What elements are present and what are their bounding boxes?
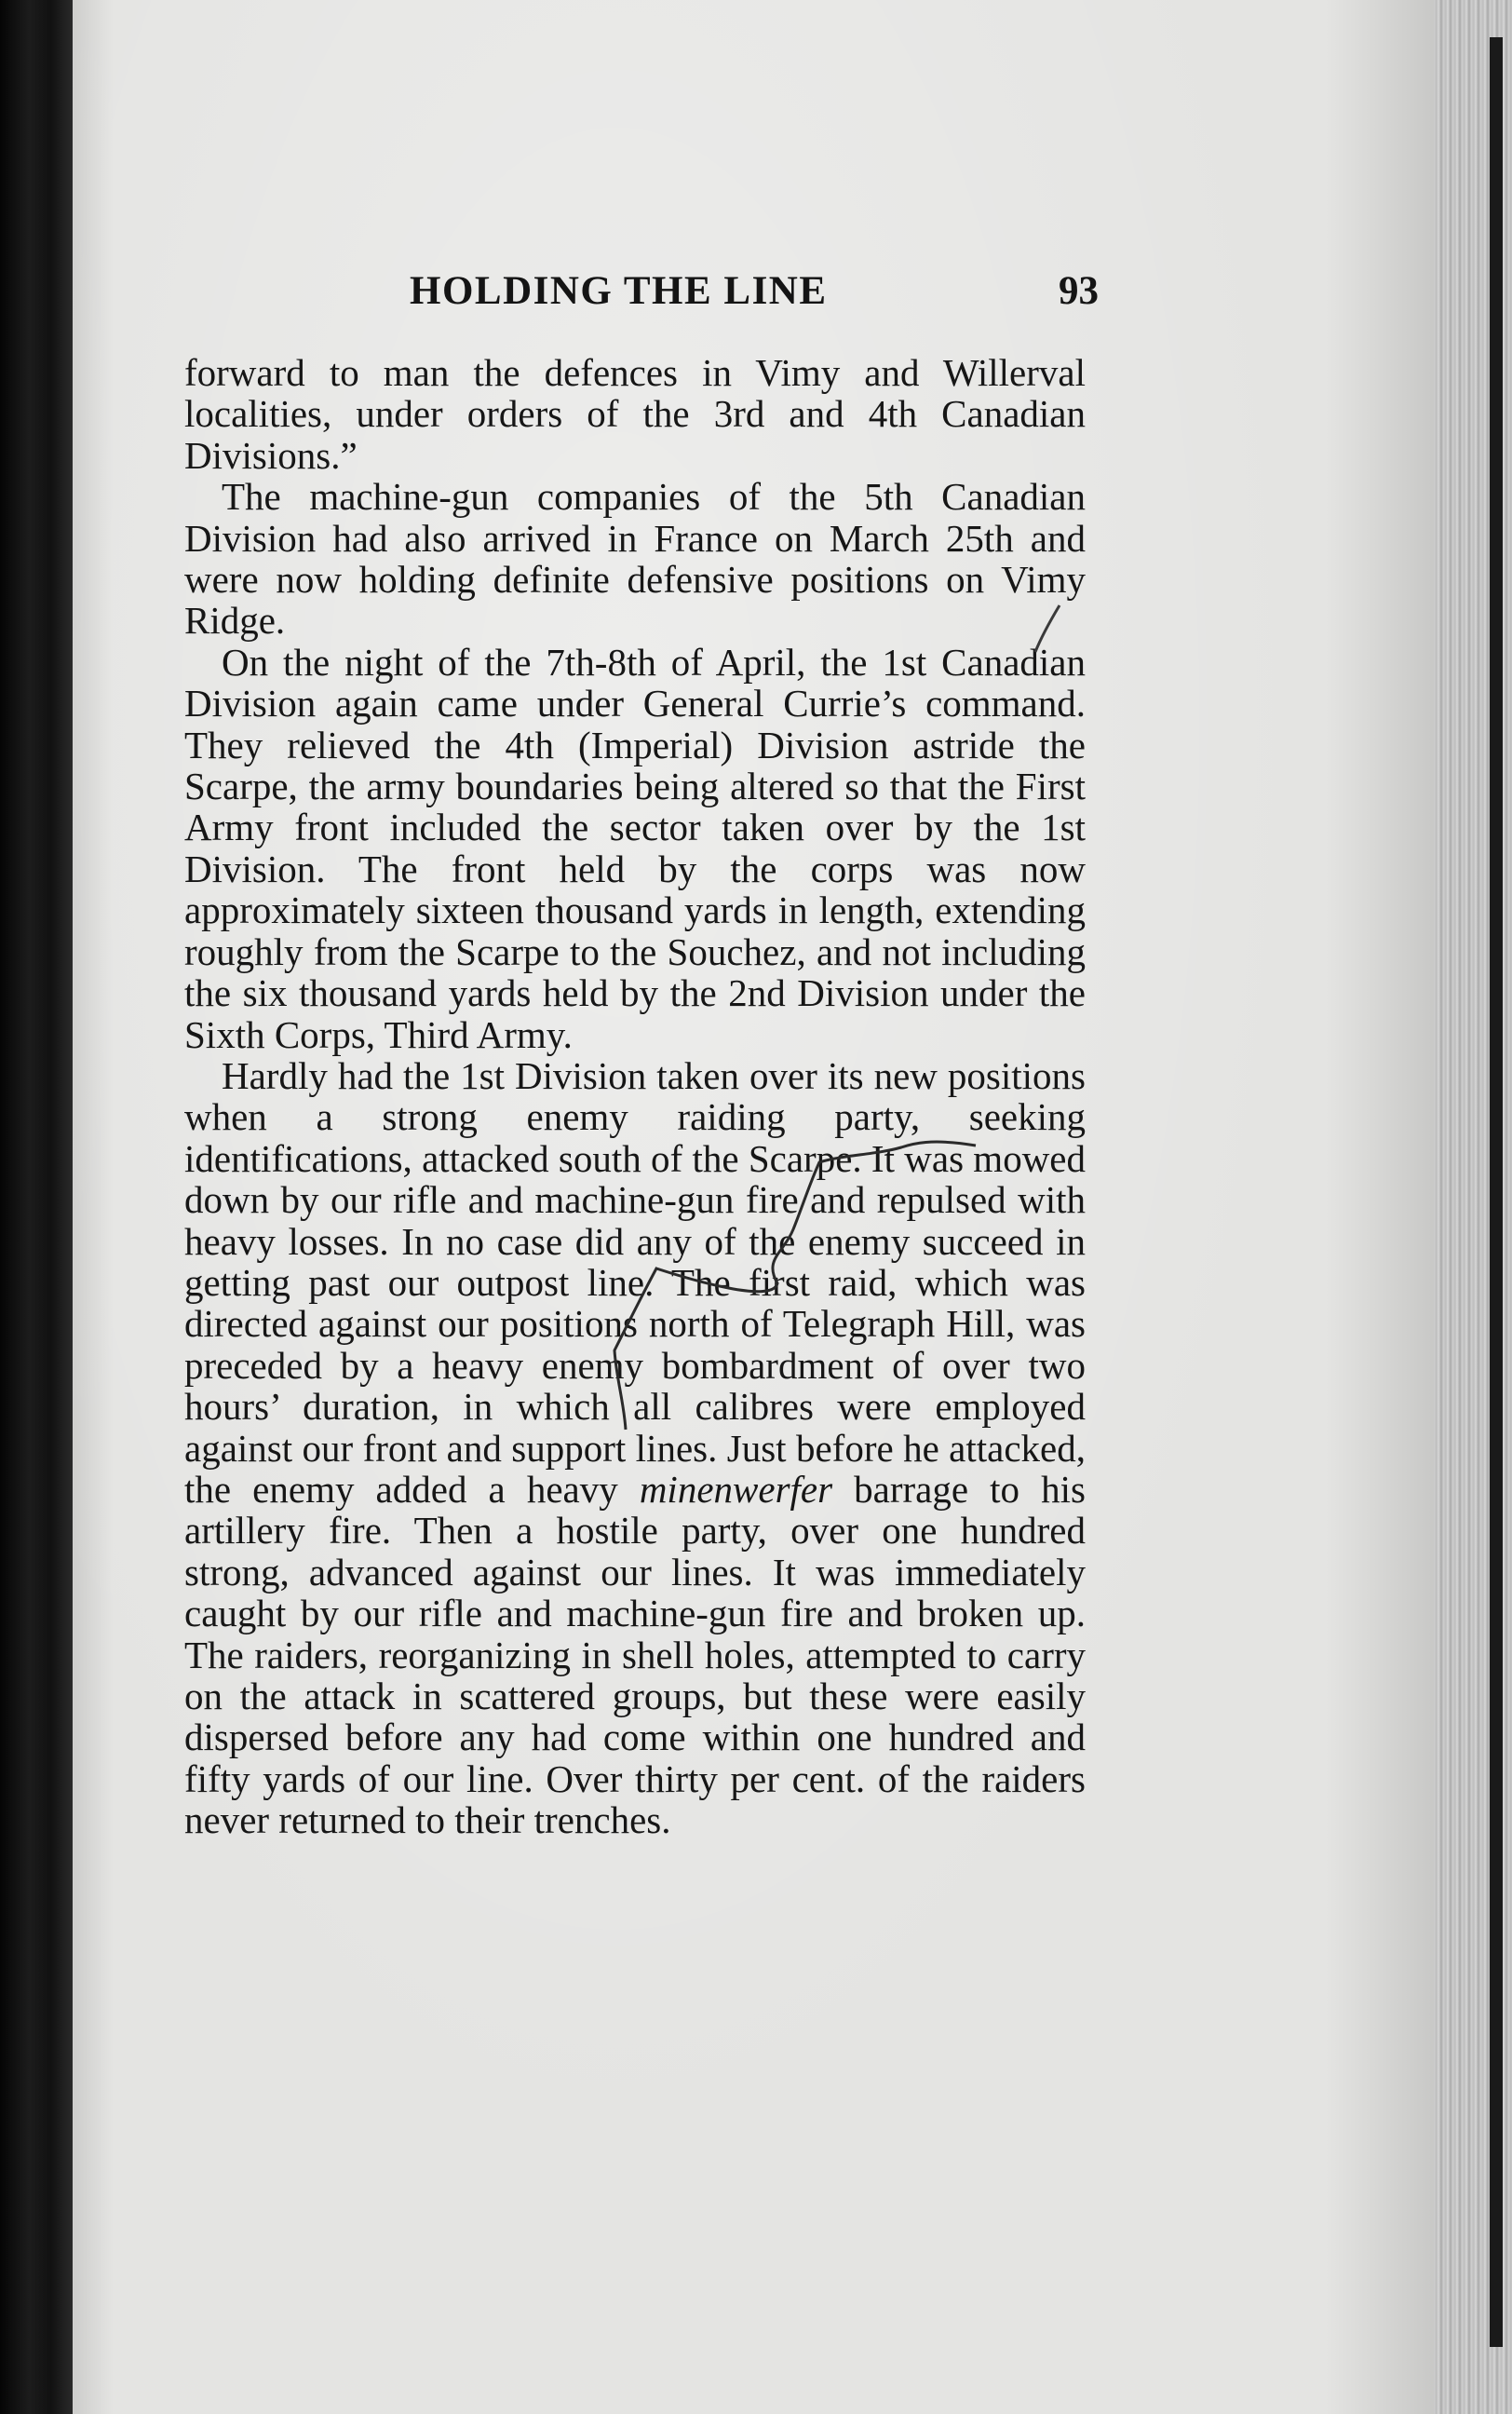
- body-text: [184, 352, 1086, 1841]
- paragraph-enemy-raid-part-2: barrage to his artillery fire. Then a hostile party, over one hundred strong, advanced against our lines. It was immediately caught by our rifle and machine-gun fire and broken up. The raiders, reorganizing in shell holes, attempted to carry on the attack in scattered groups, but these were easily dispersed before any had come within one hundred and fifty yards of our line. Over thirty per cent. of the raiders never returned to their trenches.: [184, 1467, 1086, 1842]
- book-spine-shadow: [0, 0, 73, 2414]
- paragraph-machine-gun-companies: The machine-gun companies of the 5th Canadian Division had also arrived in France on March 25th and were now holding definite defensive positions on Vimy Ridge.: [184, 475, 1086, 643]
- running-head: HOLDING THE LINE: [410, 269, 828, 313]
- paragraph-enemy-raid-part-1: Hardly had the 1st Division taken over its new positions when a strong enemy raiding party, seeking identifications, attacked south of the Scarpe. It was mowed down by our rifle and machine-gun fire and repulsed with heavy losses. In no case did any of the enemy succeed in getting past our outpost line. The first raid, which was directed against our positions north of Telegraph Hill, was preceded by a heavy enemy bombardment of over two hours’ duration, in which all calibres were employed against our front and support lines. Just before he attacked, the enemy added a heavy: [184, 1053, 1086, 1511]
- paragraph-enemy-raid: [184, 1055, 1086, 1841]
- italic-term: minenwerfer: [639, 1467, 833, 1511]
- book-page-edges: [1434, 0, 1512, 2414]
- paragraph-night-of-april: On the night of the 7th-8th of April, the 1st Canadian Division again came under General Currie’s command. They relieved the 4th (Imperial) Division astride the Scarpe, the army boundaries being altered so that the First Army front included the sector taken over by the 1st Division. The front held by the corps was now approximately sixteen thousand yards in length, extending roughly from the Scarpe to the Souchez, and not including the six thousand yards held by the 2nd Division under the Sixth Corps, Third Army.: [184, 640, 1086, 1056]
- page-header: [410, 268, 1099, 324]
- page-number: 93: [1059, 269, 1099, 313]
- paragraph-continued: forward to man the defences in Vimy and Willerval localities, under orders of the 3rd and 4th Canadian Divisions.”: [184, 351, 1086, 477]
